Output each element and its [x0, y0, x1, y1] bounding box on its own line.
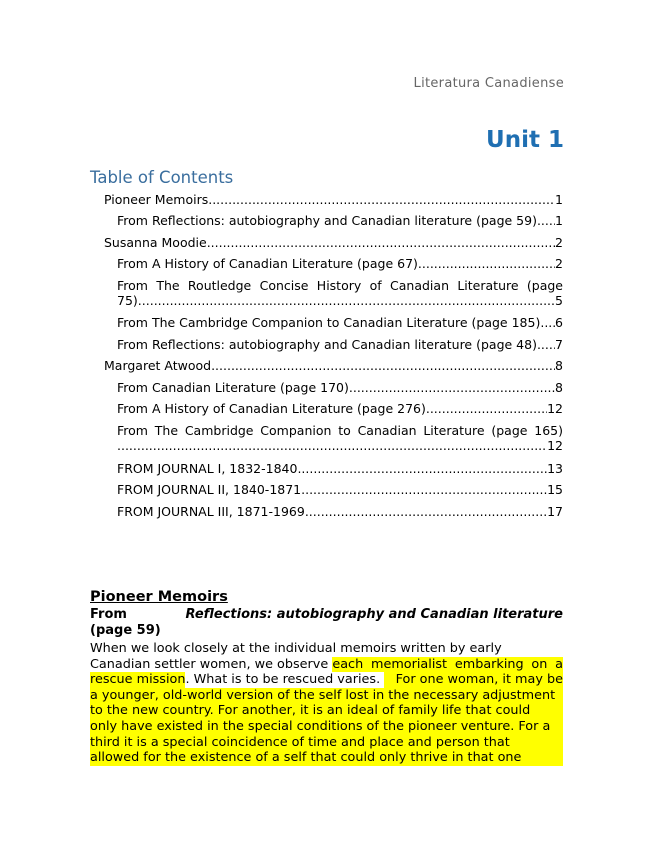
paragraph-line-highlighted: only have existed in the special conditions of the pioneer venture. For a	[90, 719, 563, 735]
toc-page-number: 2	[555, 256, 563, 271]
toc-leader	[418, 256, 555, 271]
toc-entry-text: Margaret Atwood	[104, 358, 212, 373]
toc-leader	[211, 358, 555, 373]
toc-leader	[207, 235, 555, 250]
toc-leader	[297, 461, 547, 476]
toc-page-number: 8	[555, 358, 563, 373]
toc-entry-susanna-moodie[interactable]	[104, 235, 563, 250]
paragraph-line: rescue mission . What is to be rescued varies. For one woman, it may be	[90, 672, 563, 688]
toc-entry-text: From Reflections: autobiography and Canadian literature (page 48).	[117, 337, 541, 352]
toc-entry-text-continued: 75)	[117, 293, 138, 308]
toc-entry-cambridge-165[interactable]	[117, 423, 563, 453]
toc-entry-text: FROM JOURNAL III, 1871-1969	[117, 504, 305, 519]
toc-page-number: 1	[555, 213, 563, 228]
toc-entry-text: From Reflections: autobiography and Canadian literature (page 59)	[117, 213, 537, 228]
toc-page-number: 17	[547, 504, 563, 519]
toc-leader	[541, 337, 555, 352]
header-title: Literatura Canadiense	[413, 76, 564, 91]
toc-entry-text: From The Cambridge Companion to Canadian Literature (page 165)	[117, 423, 563, 438]
toc-leader	[426, 401, 547, 416]
toc-page-number: 15	[547, 482, 563, 497]
highlighted-text: rescue mission	[90, 672, 186, 688]
toc-entry-text: From A History of Canadian Literature (page 276)	[117, 401, 426, 416]
toc-entry-text: From The Cambridge Companion to Canadian Literature (page 185)	[117, 315, 541, 330]
toc-leader	[208, 192, 555, 207]
toc-leader	[305, 504, 547, 519]
paragraph-line-highlighted: third it is a special coincidence of time and place and person that	[90, 735, 563, 751]
toc-entry-canadian-literature-170[interactable]	[117, 380, 563, 395]
toc-entry-cambridge-185[interactable]	[117, 315, 563, 330]
toc-page-number: 7	[555, 337, 563, 352]
unit-title: Unit 1	[486, 127, 564, 153]
toc-entry-pioneer-memoirs[interactable]	[104, 192, 563, 207]
paragraph-line-highlighted: allowed for the existence of a self that could only thrive in that one	[90, 750, 563, 766]
toc-page-number: 8	[555, 380, 563, 395]
toc-page-number: 5	[555, 293, 563, 308]
paragraph-line-highlighted: a younger, old-world version of the self lost in the necessary adjustment	[90, 688, 563, 704]
toc-leader	[138, 293, 555, 308]
toc-page-number: 12	[547, 401, 563, 416]
toc-entry-text: FROM JOURNAL I, 1832-1840	[117, 461, 298, 476]
highlighted-text: each memorialist embarking on a	[332, 656, 563, 672]
paragraph-line: Canadian settler women, we observe each memorialist embarking on a	[90, 656, 563, 672]
toc-leader	[540, 315, 555, 330]
toc-heading: Table of Contents	[90, 168, 234, 187]
toc-page-number: 13	[547, 461, 563, 476]
toc-entry-text: From The Routledge Concise History of Canadian Literature (page	[117, 278, 563, 293]
toc-page-number: 1	[555, 192, 563, 207]
source-prefix: From	[90, 607, 127, 622]
toc-page-number: 6	[555, 315, 563, 330]
paragraph-line: When we look closely at the individual memoirs written by early	[90, 641, 502, 656]
toc-leader	[301, 482, 547, 497]
source-page: (page 59)	[90, 623, 161, 638]
source-title: Reflections: autobiography and Canadian literature	[185, 607, 563, 622]
toc-entry-journal-1[interactable]	[117, 461, 563, 476]
toc-leader	[349, 380, 555, 395]
toc-entry-routledge-75[interactable]	[117, 278, 563, 308]
toc-entry-text: From A History of Canadian Literature (page 67)	[117, 256, 418, 271]
toc-entry-journal-2[interactable]	[117, 482, 563, 497]
paragraph-line-highlighted: to the new country. For another, it is an ideal of family life that could	[90, 703, 563, 719]
toc-entry-reflections-48[interactable]	[117, 337, 563, 352]
toc-entry-text: From Canadian Literature (page 170)	[117, 380, 349, 395]
toc-leader	[117, 438, 547, 453]
toc-entry-history-276[interactable]	[117, 401, 563, 416]
toc-page-number: 2	[555, 235, 563, 250]
toc-entry-journal-3[interactable]	[117, 504, 563, 519]
body-paragraph	[90, 641, 563, 766]
toc-page-number: 12	[547, 438, 563, 453]
toc-entry-margaret-atwood[interactable]	[104, 358, 563, 373]
toc-leader	[537, 213, 555, 228]
toc-entry-reflections-59[interactable]	[117, 213, 563, 228]
toc-entry-text: Pioneer Memoirs	[104, 192, 209, 207]
section-heading: Pioneer Memoirs	[90, 589, 228, 605]
source-citation	[90, 607, 563, 639]
toc-entry-text: FROM JOURNAL II, 1840-1871	[117, 482, 302, 497]
highlighted-text: For one woman, it may be	[384, 672, 563, 688]
toc-entry-text: Susanna Moodie	[104, 235, 207, 250]
toc-entry-history-67[interactable]	[117, 256, 563, 271]
